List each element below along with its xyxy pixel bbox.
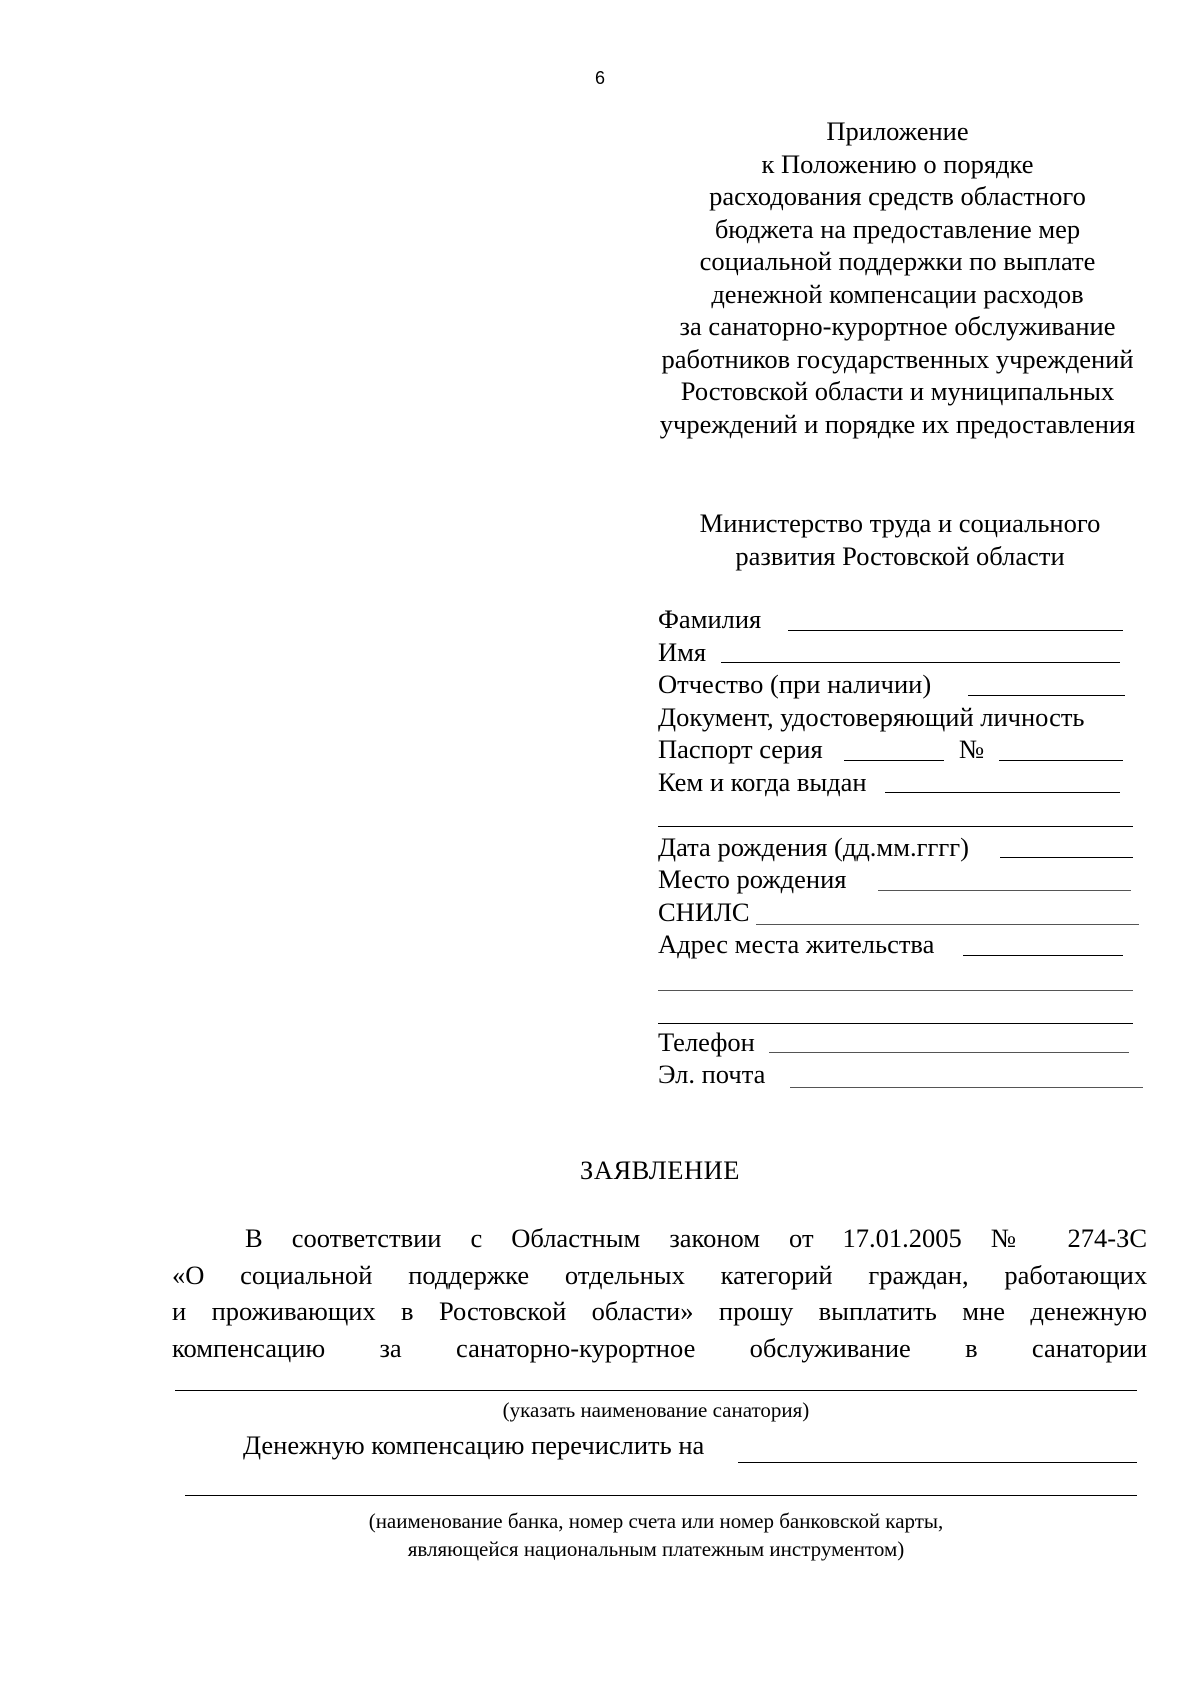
body-word: В <box>245 1223 263 1253</box>
applicant-fields <box>658 603 1085 1091</box>
appendix-line: бюджета на предоставление мер <box>714 213 1081 244</box>
bank-note-line: (наименование банка, номер счета или номер банковской карты, <box>368 1509 944 1533</box>
patronymic-label: Отчество (при наличии) <box>658 669 932 699</box>
identity-doc-row <box>658 701 1085 734</box>
snils-label: СНИЛС <box>658 896 750 927</box>
bank-note <box>175 1507 1137 1563</box>
surname-label: Фамилия <box>658 604 762 634</box>
compensation-label: Денежную компенсацию перечислить на <box>243 1430 705 1460</box>
statement-body <box>172 1220 1147 1366</box>
phone-label: Телефон <box>658 1026 755 1057</box>
passport-series-field[interactable] <box>844 760 944 761</box>
addressee-line: Министерство труда и социального <box>699 508 1101 538</box>
snils-field[interactable] <box>756 924 1139 925</box>
name-label: Имя <box>658 636 707 667</box>
email-row <box>658 1058 1085 1091</box>
issued-by-label: Кем и когда выдан <box>658 766 867 797</box>
body-word: за <box>379 1332 402 1363</box>
body-line-1 <box>172 1220 1147 1257</box>
body-word: законом <box>669 1223 761 1253</box>
appendix-line: работников государственных учреждений <box>661 343 1134 374</box>
statement-title: ЗАЯВЛЕНИЕ <box>580 1155 740 1185</box>
appendix-line: Ростовской области и муниципальных <box>680 376 1115 406</box>
name-row <box>658 636 1085 669</box>
body-word: и <box>172 1296 187 1326</box>
passport-row <box>658 733 1085 766</box>
body-word: обслуживание <box>749 1332 911 1363</box>
address-field-2[interactable] <box>658 990 1133 991</box>
birth-date-field[interactable] <box>1000 857 1133 858</box>
body-word: прошу <box>718 1296 794 1326</box>
body-word: проживающих <box>211 1296 376 1326</box>
body-word: категорий <box>720 1259 833 1290</box>
address-label: Адрес места жительства <box>658 929 935 959</box>
email-field[interactable] <box>790 1087 1143 1088</box>
patronymic-row <box>658 668 1085 701</box>
address-row <box>658 928 1085 961</box>
phone-row <box>658 1026 1085 1059</box>
appendix-header <box>625 115 1170 440</box>
addressee-line: развития Ростовской области <box>735 540 1065 571</box>
body-word: работающих <box>1004 1259 1147 1290</box>
appendix-line: расходования средств областного <box>709 181 1086 211</box>
body-word: граждан, <box>868 1259 969 1290</box>
sanatorium-note: (указать наименование санатория) <box>502 1398 810 1422</box>
body-word: соответствии <box>291 1223 442 1253</box>
body-word: отдельных <box>564 1259 685 1290</box>
body-line-3 <box>172 1293 1147 1330</box>
body-word: мне <box>962 1296 1005 1326</box>
phone-field[interactable] <box>769 1052 1129 1053</box>
birth-place-row <box>658 863 1085 896</box>
address-field[interactable] <box>963 955 1123 956</box>
body-word: № 274-ЗС <box>990 1223 1147 1253</box>
body-word: в <box>965 1332 978 1363</box>
identity-doc-label: Документ, удостоверяющий личность <box>658 701 1085 732</box>
body-word: с <box>470 1223 483 1253</box>
birth-place-label: Место рождения <box>658 864 847 894</box>
compensation-field[interactable] <box>738 1462 1137 1463</box>
issued-by-field-2[interactable] <box>658 826 1133 827</box>
body-word: «О <box>172 1259 205 1290</box>
issued-by-row <box>658 766 1085 799</box>
name-field[interactable] <box>721 662 1120 663</box>
passport-series-label: Паспорт серия <box>658 734 823 764</box>
appendix-line: учреждений и порядке их предоставления <box>659 408 1136 439</box>
birth-date-row <box>658 831 1085 864</box>
email-label: Эл. почта <box>658 1059 766 1089</box>
birth-place-field[interactable] <box>878 890 1131 891</box>
body-word: от 17.01.2005 <box>789 1223 962 1253</box>
address-field-3[interactable] <box>658 1023 1133 1024</box>
body-word: выплатить <box>818 1296 937 1326</box>
body-word: компенсацию <box>172 1332 326 1363</box>
bank-note-line: являющейся национальным платежным инструментом) <box>407 1537 905 1561</box>
body-line-4 <box>172 1330 1147 1367</box>
passport-number-field[interactable] <box>999 760 1123 761</box>
issued-by-row-2 <box>658 798 1085 831</box>
addressee-block <box>665 507 1135 572</box>
body-word: социальной <box>240 1259 373 1290</box>
appendix-line: денежной компенсации расходов <box>711 278 1084 309</box>
page-number: 6 <box>594 68 605 88</box>
patronymic-field[interactable] <box>968 695 1125 696</box>
birth-date-label: Дата рождения (дд.мм.гггг) <box>658 831 969 862</box>
body-word: в <box>401 1296 414 1326</box>
body-word: поддержке <box>408 1259 530 1290</box>
body-word: Областным <box>511 1223 641 1253</box>
appendix-line: к Положению о порядке <box>761 148 1034 179</box>
address-row-3 <box>658 993 1085 1026</box>
appendix-line: Приложение <box>826 116 969 146</box>
snils-row <box>658 896 1085 929</box>
body-line-2 <box>172 1257 1147 1294</box>
passport-number-label: № <box>959 734 985 764</box>
address-row-2 <box>658 961 1085 994</box>
issued-by-field[interactable] <box>885 792 1120 793</box>
compensation-row <box>243 1430 704 1461</box>
body-word: санатории <box>1031 1332 1147 1363</box>
body-word: области» <box>591 1296 694 1326</box>
sanatorium-field[interactable] <box>175 1390 1137 1391</box>
appendix-line: социальной поддержки по выплате <box>699 246 1096 276</box>
surname-field[interactable] <box>788 630 1123 631</box>
surname-row <box>658 603 1085 636</box>
bank-details-field[interactable] <box>185 1495 1137 1496</box>
appendix-line: за санаторно-курортное обслуживание <box>679 311 1116 341</box>
body-word: Ростовской <box>438 1296 567 1326</box>
body-word: санаторно-курортное <box>455 1332 696 1363</box>
body-word: денежную <box>1030 1296 1147 1326</box>
